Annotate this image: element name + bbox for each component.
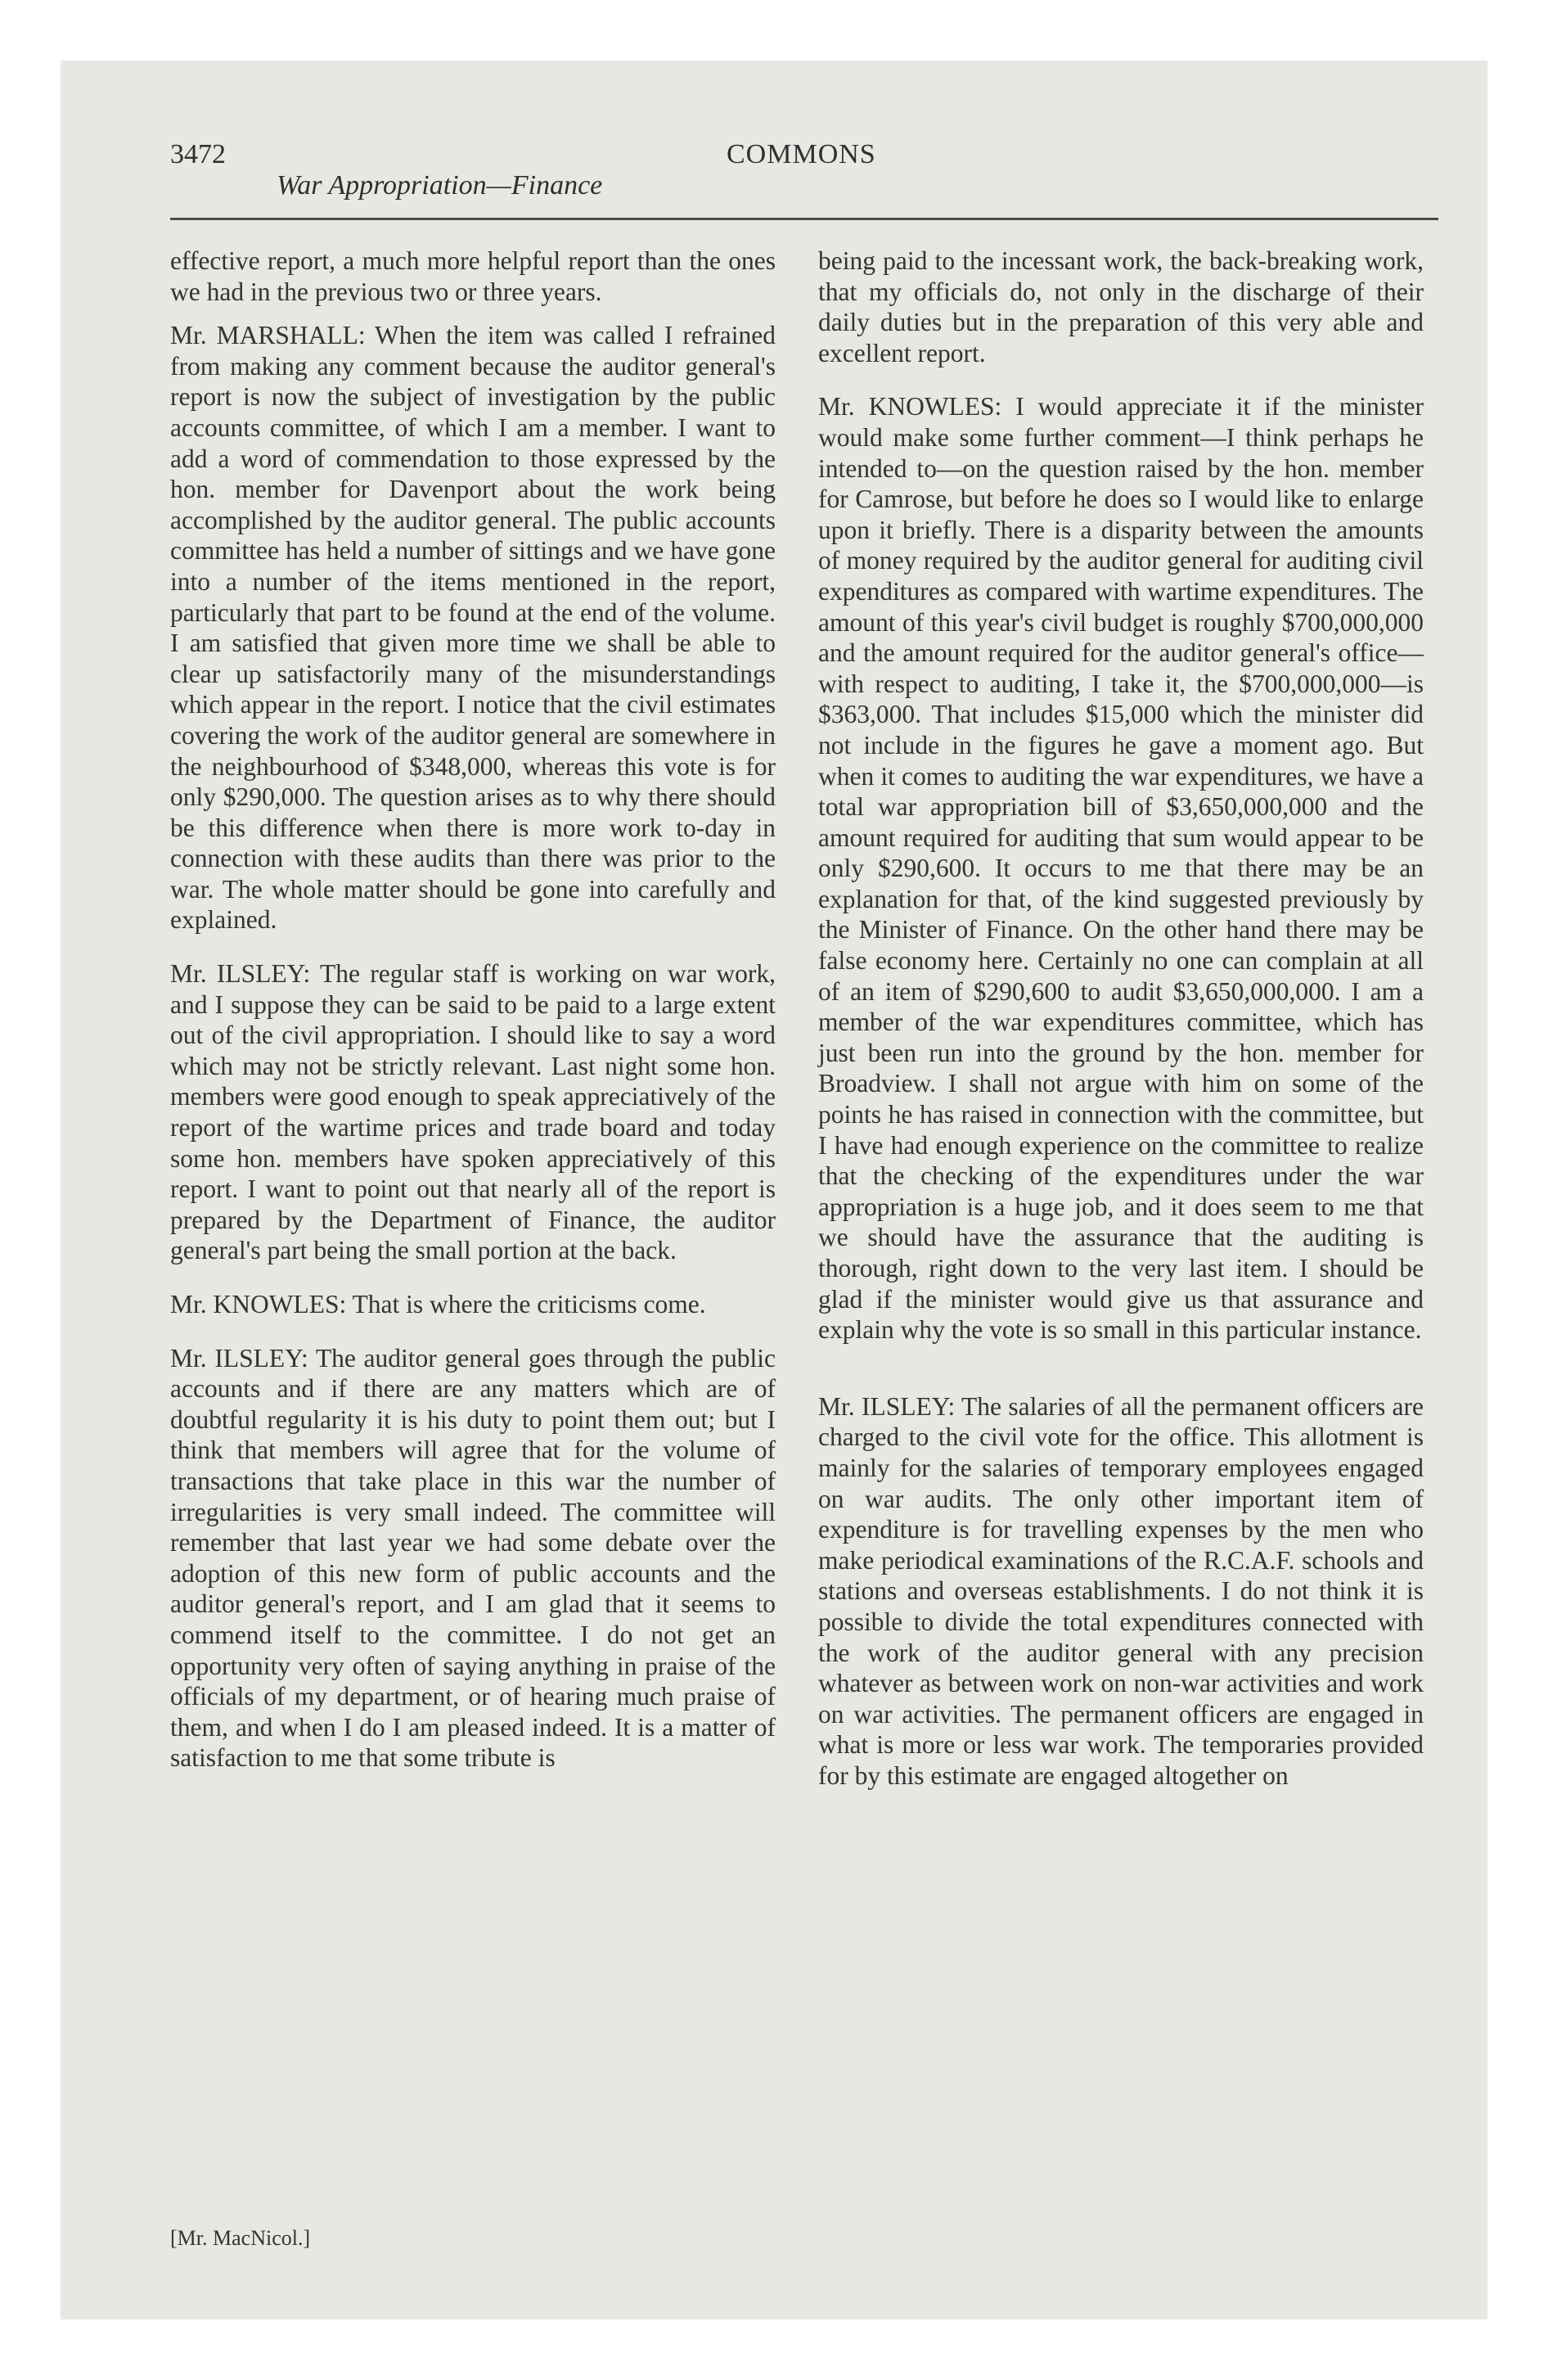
paragraph: effective report, a much more helpful report than the ones we had in the previous two or three years.: [170, 246, 776, 306]
paragraph: Mr. MARSHALL: When the item was called I refrained from making any comment because the auditor general's report is now the subject of investigation by the public accounts committee, of which I am a member. I want to add a word of commendation to those expressed by the hon. member for Davenport about the work being accomplished by the auditor general. The public accounts committee has held a number of sittings and we have gone into a number of the items mentioned in the report, particularly that part to be found at the end of the volume. I am satisfied that given more time we shall be able to clear up satisfactorily many of the misunderstandings which appear in the report. I notice that the civil estimates covering the work of the auditor general are somewhere in the neighbourhood of $348,000, whereas this vote is for only $290,000. The question arises as to why there should be this difference when there is more work to-day in connection with these audits than there was prior to the war. The whole matter should be gone into carefully and explained.: [170, 321, 776, 935]
running-section-title: COMMONS: [727, 139, 876, 169]
paragraph: Mr. KNOWLES: I would appreciate it if the minister would make some further comment—I think perhaps he intended to—on the question raised by the hon. member for Camrose, but before he does so I would like to enlarge upon it briefly. There is a disparity between the amounts of money required by the auditor general for auditing civil expenditures as compared with wartime expenditures. The amount of this year's civil budget is roughly $700,000,000 and the amount required for the auditor general's office—with respect to auditing, I take it, the $700,000,000—is $363,000. That includes $15,000 which the minister did not include in the figures he gave a moment ago. But when it comes to auditing the war expenditures, we have a total war appropriation bill of $3,650,000,000 and the amount required for auditing that sum would appear to be only $290,600. It occurs to me that there may be an explanation for that, of the kind suggested previously by the Minister of Finance. On the other hand there may be false economy here. Certainly no one can complain at all of an item of $290,600 to audit $3,650,000,000. I am a member of the war expenditures committee, which has just been run into the ground by the hon. member for Broadview. I shall not argue with him on some of the points he has raised in connection with the committee, but I have had enough experience on the committee to realize that the checking of the expenditures under the war appropriation is a huge job, and it does seem to me that we should have the assurance that the auditing is thorough, right down to the very last item. I should be glad if the minister would give us that assurance and explain why the vote is so small in this particular instance.: [818, 392, 1424, 1345]
paragraph: Mr. ILSLEY: The regular staff is working on war work, and I suppose they can be said to be paid to a large extent out of the civil appropriation. I should like to say a word which may not be strictly relevant. Last night some hon. members were good enough to speak appreciatively of the report of the wartime prices and trade board and today some hon. members have spoken appreciatively of this report. I want to point out that nearly all of the report is prepared by the Department of Finance, the auditor general's part being the small portion at the back.: [170, 959, 776, 1265]
paragraph: being paid to the incessant work, the back-breaking work, that my officials do, not only in the discharge of their daily duties but in the preparation of this very able and excellent report.: [818, 246, 1424, 367]
left-column: [170, 246, 776, 1787]
header-divider: [170, 218, 1438, 220]
footer-speaker-note: [Mr. MacNicol.]: [170, 2226, 311, 2250]
paragraph: Mr. ILSLEY: The auditor general goes through the public accounts and if there are any matters which are of doubtful regularity it is his duty to point them out; but I think that members will agree that for the volume of transactions that take place in this war the number of irregularities is very small indeed. The committee will remember that last year we had some debate over the adoption of this new form of public accounts and the auditor general's report, and I am glad that it seems to commend itself to the committee. I do not get an opportunity very often of saying anything in praise of the officials of my department, or of hearing much praise of them, and when I do I am pleased indeed. It is a matter of satisfaction to me that some tribute is: [170, 1343, 776, 1773]
page-number: 3472: [170, 139, 226, 169]
running-subtitle: War Appropriation—Finance: [277, 170, 603, 201]
right-column: [818, 246, 1424, 1805]
paragraph: Mr. KNOWLES: That is where the criticisms come.: [170, 1290, 706, 1318]
paragraph: Mr. ILSLEY: The salaries of all the permanent officers are charged to the civil vote for the office. This allotment is mainly for the salaries of temporary employees engaged on war audits. The only other important item of expenditure is for travelling expenses by the men who make periodical examinations of the R.C.A.F. schools and stations and overseas establishments. I do not think it is possible to divide the total expenditures connected with the work of the auditor general with any precision whatever as between work on non-war activities and work on war activities. The permanent officers are engaged in what is more or less war work. The temporaries provided for by this estimate are engaged altogether on: [818, 1391, 1424, 1790]
